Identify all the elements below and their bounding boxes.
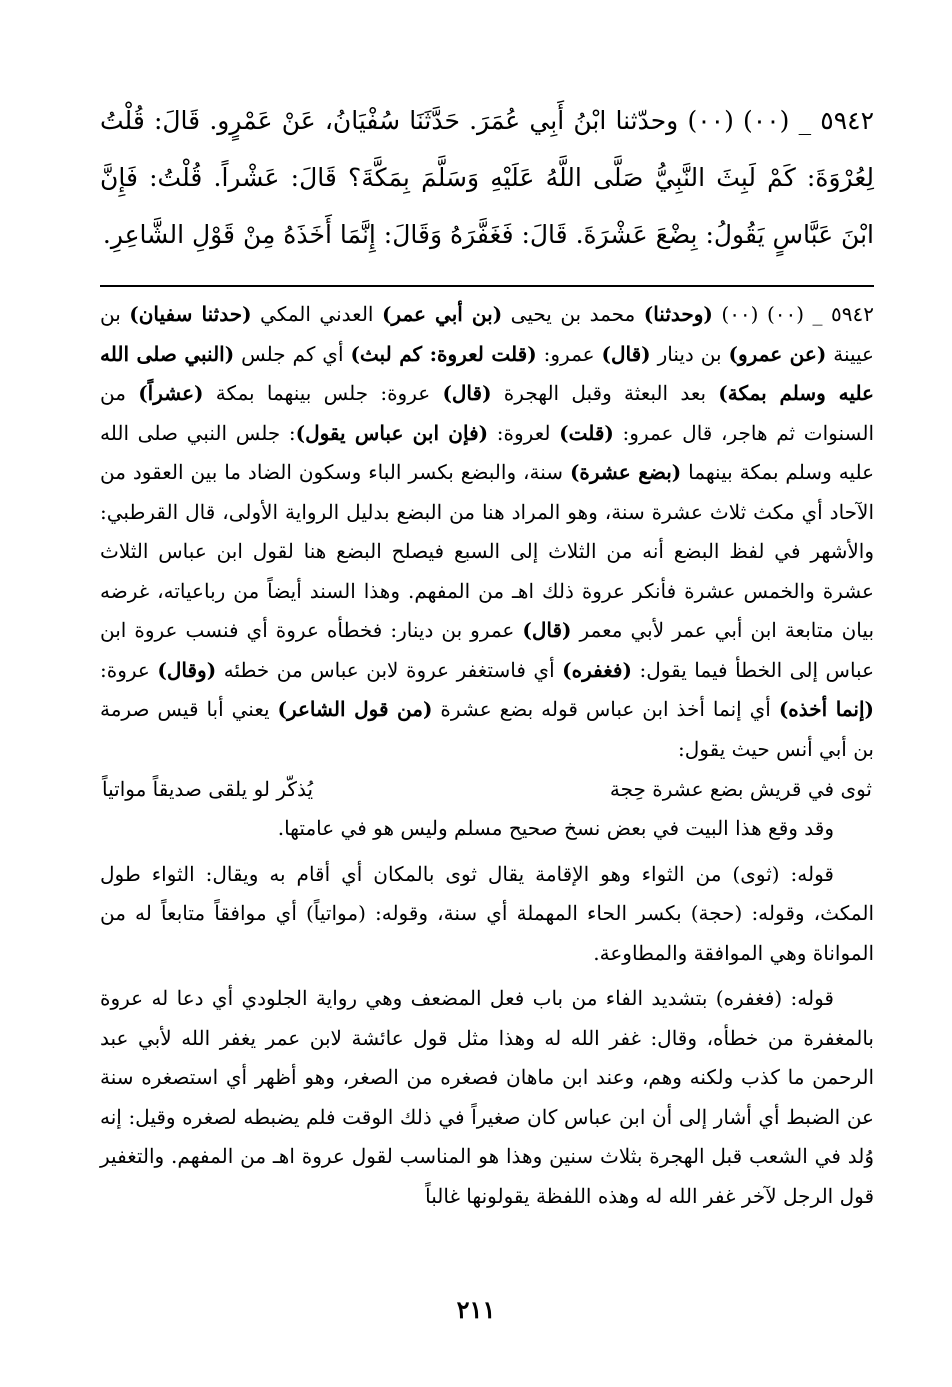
hadith-text: ٥٩٤٢ _ (٠٠) (٠٠) وحدّثنا ابْنُ أَبِي عُمَرَ. حَدَّثَنَا سُفْيَانُ، عَنْ عَمْرٍو. قَالَ: قُلْتُ لِعُرْوَةَ: كَمْ لَبِثَ النَّبِيُّ صَلَّى اللَّهُ عَلَيْهِ وَسَلَّمَ بِمَكَّةَ؟ قَالَ: عَشْراً. قُلْتُ: فَإِنَّ ابْنَ عَبَّاسٍ يَقُولُ: بِضْعَ عَشْرَةَ. قَالَ: فَغَفَّرَهُ وَقَالَ: إِنَّمَا أَخَذَهُ مِنْ قَوْلِ الشَّاعِرِ. <box>100 106 874 249</box>
bold-quote-segment: (النبي صلى الله عليه وسلم بمكة) <box>100 341 874 405</box>
commentary-segment: محمد بن يحيى <box>502 302 644 326</box>
commentary-segment: لعروة: <box>488 420 560 445</box>
bold-quote-segment: (فإن ابن عباس يقول) <box>295 420 489 445</box>
commentary-segment: عمرو: <box>536 341 602 366</box>
bold-quote-segment: (إنما أخذه) <box>778 697 874 721</box>
bold-quote-segment: (قلت لعروة: كم لبث) <box>350 341 537 366</box>
verse-first-hemistich: ثوى في قريش بضع عشرة حِجة <box>609 777 872 801</box>
bold-quote-segment: (وحدثنا) <box>643 302 713 326</box>
commentary-segment: سنة، والبضع بكسر الباء وسكون الضاد ما بين العقود من الآحاد أي مكث ثلاث عشرة سنة، وهو المراد هنا من البضع بدليل الرواية الأولى، قال القرطبي: والأشهر في لفظ البضع أنه من الثلاث إلى السبع فيصلح البضع هنا لقول ابن عباس الثلاث عشرة والخمس عشرة فأنكر عروة ذلك اهـ من المفهم. وهذا السند أيضاً من رباعياته، غرضه بيان متابعة ابن أبي عمر لأبي معمر <box>100 460 875 642</box>
verse-second-hemistich: يُذكّر لو يلقى صديقاً مواتياً <box>102 777 314 801</box>
commentary-paragraph-1 <box>100 295 874 769</box>
bold-quote-segment: (عشراً) <box>138 381 204 405</box>
commentary-segment: العدني المكي <box>251 302 382 326</box>
bold-quote-segment: (وقال) <box>157 657 217 682</box>
commentary-segment: : جلس النبي صلى الله عليه وسلم بمكة بينهما <box>100 420 875 484</box>
bold-quote-segment: (فغفره) <box>562 657 632 682</box>
bold-quote-segment: (حدثنا سفيان) <box>129 302 252 326</box>
bold-quote-segment: (عن عمرو) <box>728 341 827 366</box>
poetry-verse <box>100 769 874 809</box>
separator-rule <box>100 285 874 287</box>
commentary-paragraph-3: قوله: (ثوى) من الثواء وهو الإقامة يقال ثوى بالمكان أي أقام به ويقال: الثواء طول المكث، وقوله: (حجة) بكسر الحاء المهملة أي سنة، وقوله: (مواتياً) أي موافقاً متابعاً له من المواناة وهي الموافقة والمطاوعة. <box>100 861 874 965</box>
commentary-segment: ٥٩٤٢ _ (٠٠) (٠٠) <box>712 302 874 326</box>
bold-quote-segment: (قال) <box>522 618 572 642</box>
page-number: ٢١١ <box>456 1295 496 1324</box>
commentary-segment: يعني أبا قيس صرمة بن أبي أنس حيث يقول: <box>100 697 874 761</box>
bold-quote-segment: (قال) <box>442 381 492 405</box>
bold-quote-segment: (بن أبي عمر) <box>381 302 503 326</box>
commentary-segment: أي كم جلس <box>234 341 351 366</box>
commentary-segment: عروة: <box>100 657 158 682</box>
commentary-segment: بن دينار <box>650 341 729 366</box>
bold-quote-segment: (قلت) <box>559 420 614 445</box>
commentary-segment: أي فاستغفر عروة لابن عباس من خطئه <box>216 657 563 682</box>
commentary-segment: من السنوات ثم هاجر، قال عمرو: <box>100 381 875 445</box>
commentary-segment: أي إنما أخذ ابن عباس قوله بضع عشرة <box>432 697 779 721</box>
commentary-segment: عروة: جلس بينهما بمكة <box>203 381 443 405</box>
commentary-paragraph-4: قوله: (فغفره) بتشديد الفاء من باب فعل المضعف وهي رواية الجلودي أي دعا له عروة بالمغفرة من خطأه، وقال: غفر الله له وهذا مثل قول عائشة لابن عمر يغفر الله لأبي عبد الرحمن ما كذب ولكنه وهم، وعند ابن ماهان فصغره من الصغر، وهو أظهر أي استصغره سنة عن الضبط أي أشار إلى أن ابن عباس كان صغيراً في ذلك الوقت فلم يضبطه لصغره وقيل: إنه وُلد في الشعب قبل الهجرة بثلاث سنين وهذا هو المناسب لقول عروة اهـ من المفهم. والتغفير قول الرجل لآخر غفر الله له وهذه اللفظة يقولونها غالباً <box>100 986 875 1208</box>
commentary-segment: بعد البعثة وقبل الهجرة <box>491 381 719 405</box>
commentary <box>100 295 874 1216</box>
commentary-segment: عمرو بن دينار: فخطأه عروة أي فنسب عروة ابن عباس إلى الخطأ فيما يقول: <box>100 618 875 682</box>
bold-quote-segment: (بضع عشرة) <box>569 460 682 484</box>
bold-quote-segment: (من قول الشاعر) <box>277 697 433 721</box>
commentary-segment: بن عيينة <box>100 302 874 366</box>
bold-quote-segment: (قال) <box>601 341 651 366</box>
commentary-paragraph-2: وقد وقع هذا البيت في بعض نسخ صحيح مسلم وليس هو في عامتها. <box>277 816 834 840</box>
